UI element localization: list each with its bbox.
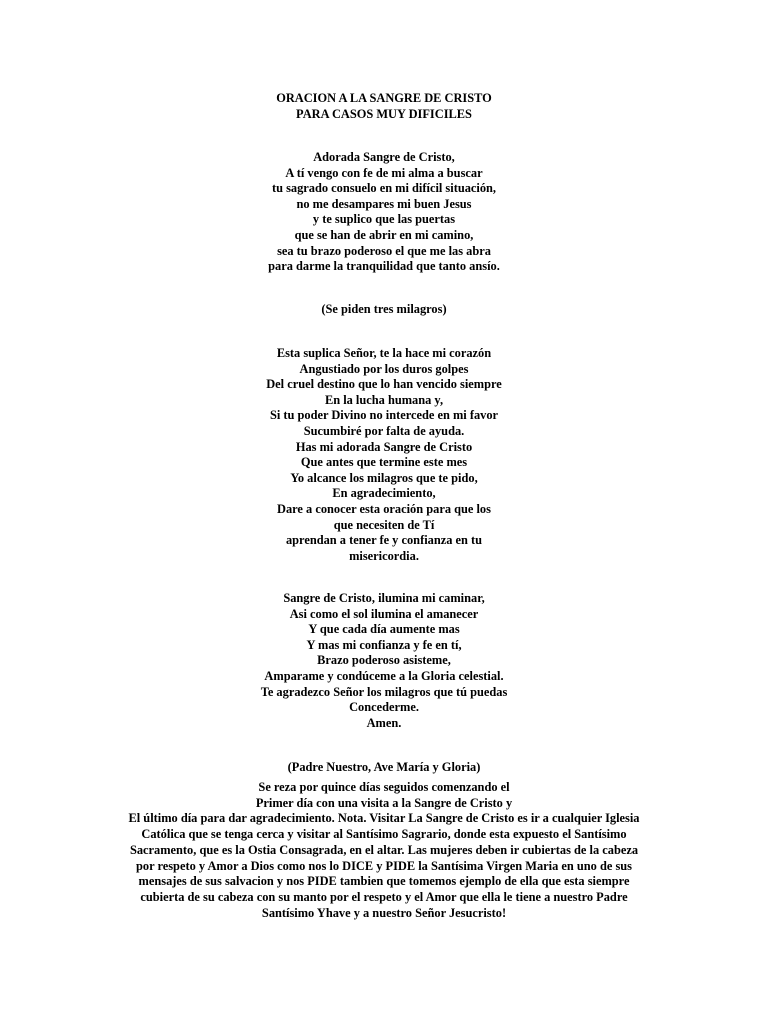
document-title: [0, 91, 768, 122]
verse-line: Brazo poderoso asisteme,: [317, 653, 451, 668]
verse-line: Sucumbiré por falta de ayuda.: [303, 423, 465, 438]
verse-line: Si tu poder Divino no intercede en mi favor: [269, 408, 499, 423]
instruction-line: Santísimo Yhave y a nuestro Señor Jesucristo!: [261, 905, 507, 920]
verse-line: que necesiten de Tí: [333, 517, 435, 532]
verse-line: Asi como el sol ilumina el amanecer: [289, 606, 479, 621]
prayer-stanza-2: [0, 346, 768, 564]
verse-line: En la lucha humana y,: [324, 392, 444, 407]
verse-line: para darme la tranquilidad que tanto ansío.: [268, 259, 500, 274]
note-line: (Padre Nuestro, Ave María y Gloria): [287, 760, 481, 774]
verse-line: Y que cada día aumente mas: [308, 622, 460, 637]
verse-line: En agradecimiento,: [332, 486, 436, 501]
instruction-line: Se reza por quince días seguidos comenzando el: [258, 780, 510, 794]
instruction-line: El último día para dar agradecimiento. Nota. Visitar La Sangre de Cristo es ir a cualquier Iglesia: [128, 811, 640, 826]
verse-line: Amen.: [366, 715, 402, 730]
instructions-paragraph: [0, 780, 768, 921]
prayer-stanza-1: [0, 150, 768, 275]
instruction-line: cubierta de su cabeza con su manto por el respeto y el Amor que ella le tiene a nuestro Padre: [140, 889, 628, 904]
verse-line: Sangre de Cristo, ilumina mi caminar,: [283, 591, 485, 605]
prayer-stanza-3: [0, 591, 768, 731]
verse-line: Y mas mi confianza y fe en tí,: [306, 637, 462, 652]
verse-line: Has mi adorada Sangre de Cristo: [295, 439, 473, 454]
verse-line: Angustiado por los duros golpes: [299, 361, 469, 376]
title-line: ORACION A LA SANGRE DE CRISTO: [276, 91, 492, 105]
verse-line: Yo alcance los milagros que te pido,: [290, 470, 478, 485]
milagros-note: [0, 302, 768, 318]
verse-line: Te agradezco Señor los milagros que tú puedas: [260, 684, 508, 699]
verse-line: Esta suplica Señor, te la hace mi corazón: [276, 346, 492, 360]
verse-line: A tí vengo con fe de mi alma a buscar: [285, 165, 483, 180]
verse-line: Amparame y condúceme a la Gloria celestial.: [264, 668, 504, 683]
instruction-line: mensajes de sus salvacion y nos PIDE tambien que tomemos ejemplo de ella que esta siempre: [138, 874, 630, 889]
verse-line: Concederme.: [349, 700, 419, 715]
title-line: PARA CASOS MUY DIFICILES: [296, 106, 472, 121]
verse-line: no me desampares mi buen Jesus: [296, 196, 472, 211]
verse-line: misericordia.: [349, 548, 419, 563]
verse-line: tu sagrado consuelo en mi difícil situación,: [271, 181, 497, 196]
verse-line: Del cruel destino que lo han vencido siempre: [266, 377, 502, 392]
instruction-line: Católica que se tenga cerca y visitar al Santísimo Sagrario, donde esta expuesto el Santísimo: [141, 827, 627, 842]
instruction-line: por respeto y Amor a Dios como nos lo DICE y PIDE la Santísima Virgen Maria en uno de sus: [136, 858, 632, 873]
note-line: (Se piden tres milagros): [321, 302, 447, 316]
verse-line: Adorada Sangre de Cristo,: [313, 150, 455, 164]
verse-line: que se han de abrir en mi camino,: [294, 227, 474, 242]
verse-line: Que antes que termine este mes: [300, 455, 468, 470]
verse-line: y te suplico que las puertas: [312, 212, 456, 227]
verse-line: Dare a conocer esta oración para que los: [277, 501, 491, 516]
verse-line: aprendan a tener fe y confianza en tu: [285, 533, 483, 548]
rezos-note: [0, 760, 768, 776]
instruction-line: Primer día con una visita a la Sangre de Cristo y: [255, 795, 513, 810]
verse-line: sea tu brazo poderoso el que me las abra: [277, 243, 491, 258]
instruction-line: Sacramento, que es la Ostia Consagrada, en el altar. Las mujeres deben ir cubiertas de la cabeza: [129, 842, 639, 857]
